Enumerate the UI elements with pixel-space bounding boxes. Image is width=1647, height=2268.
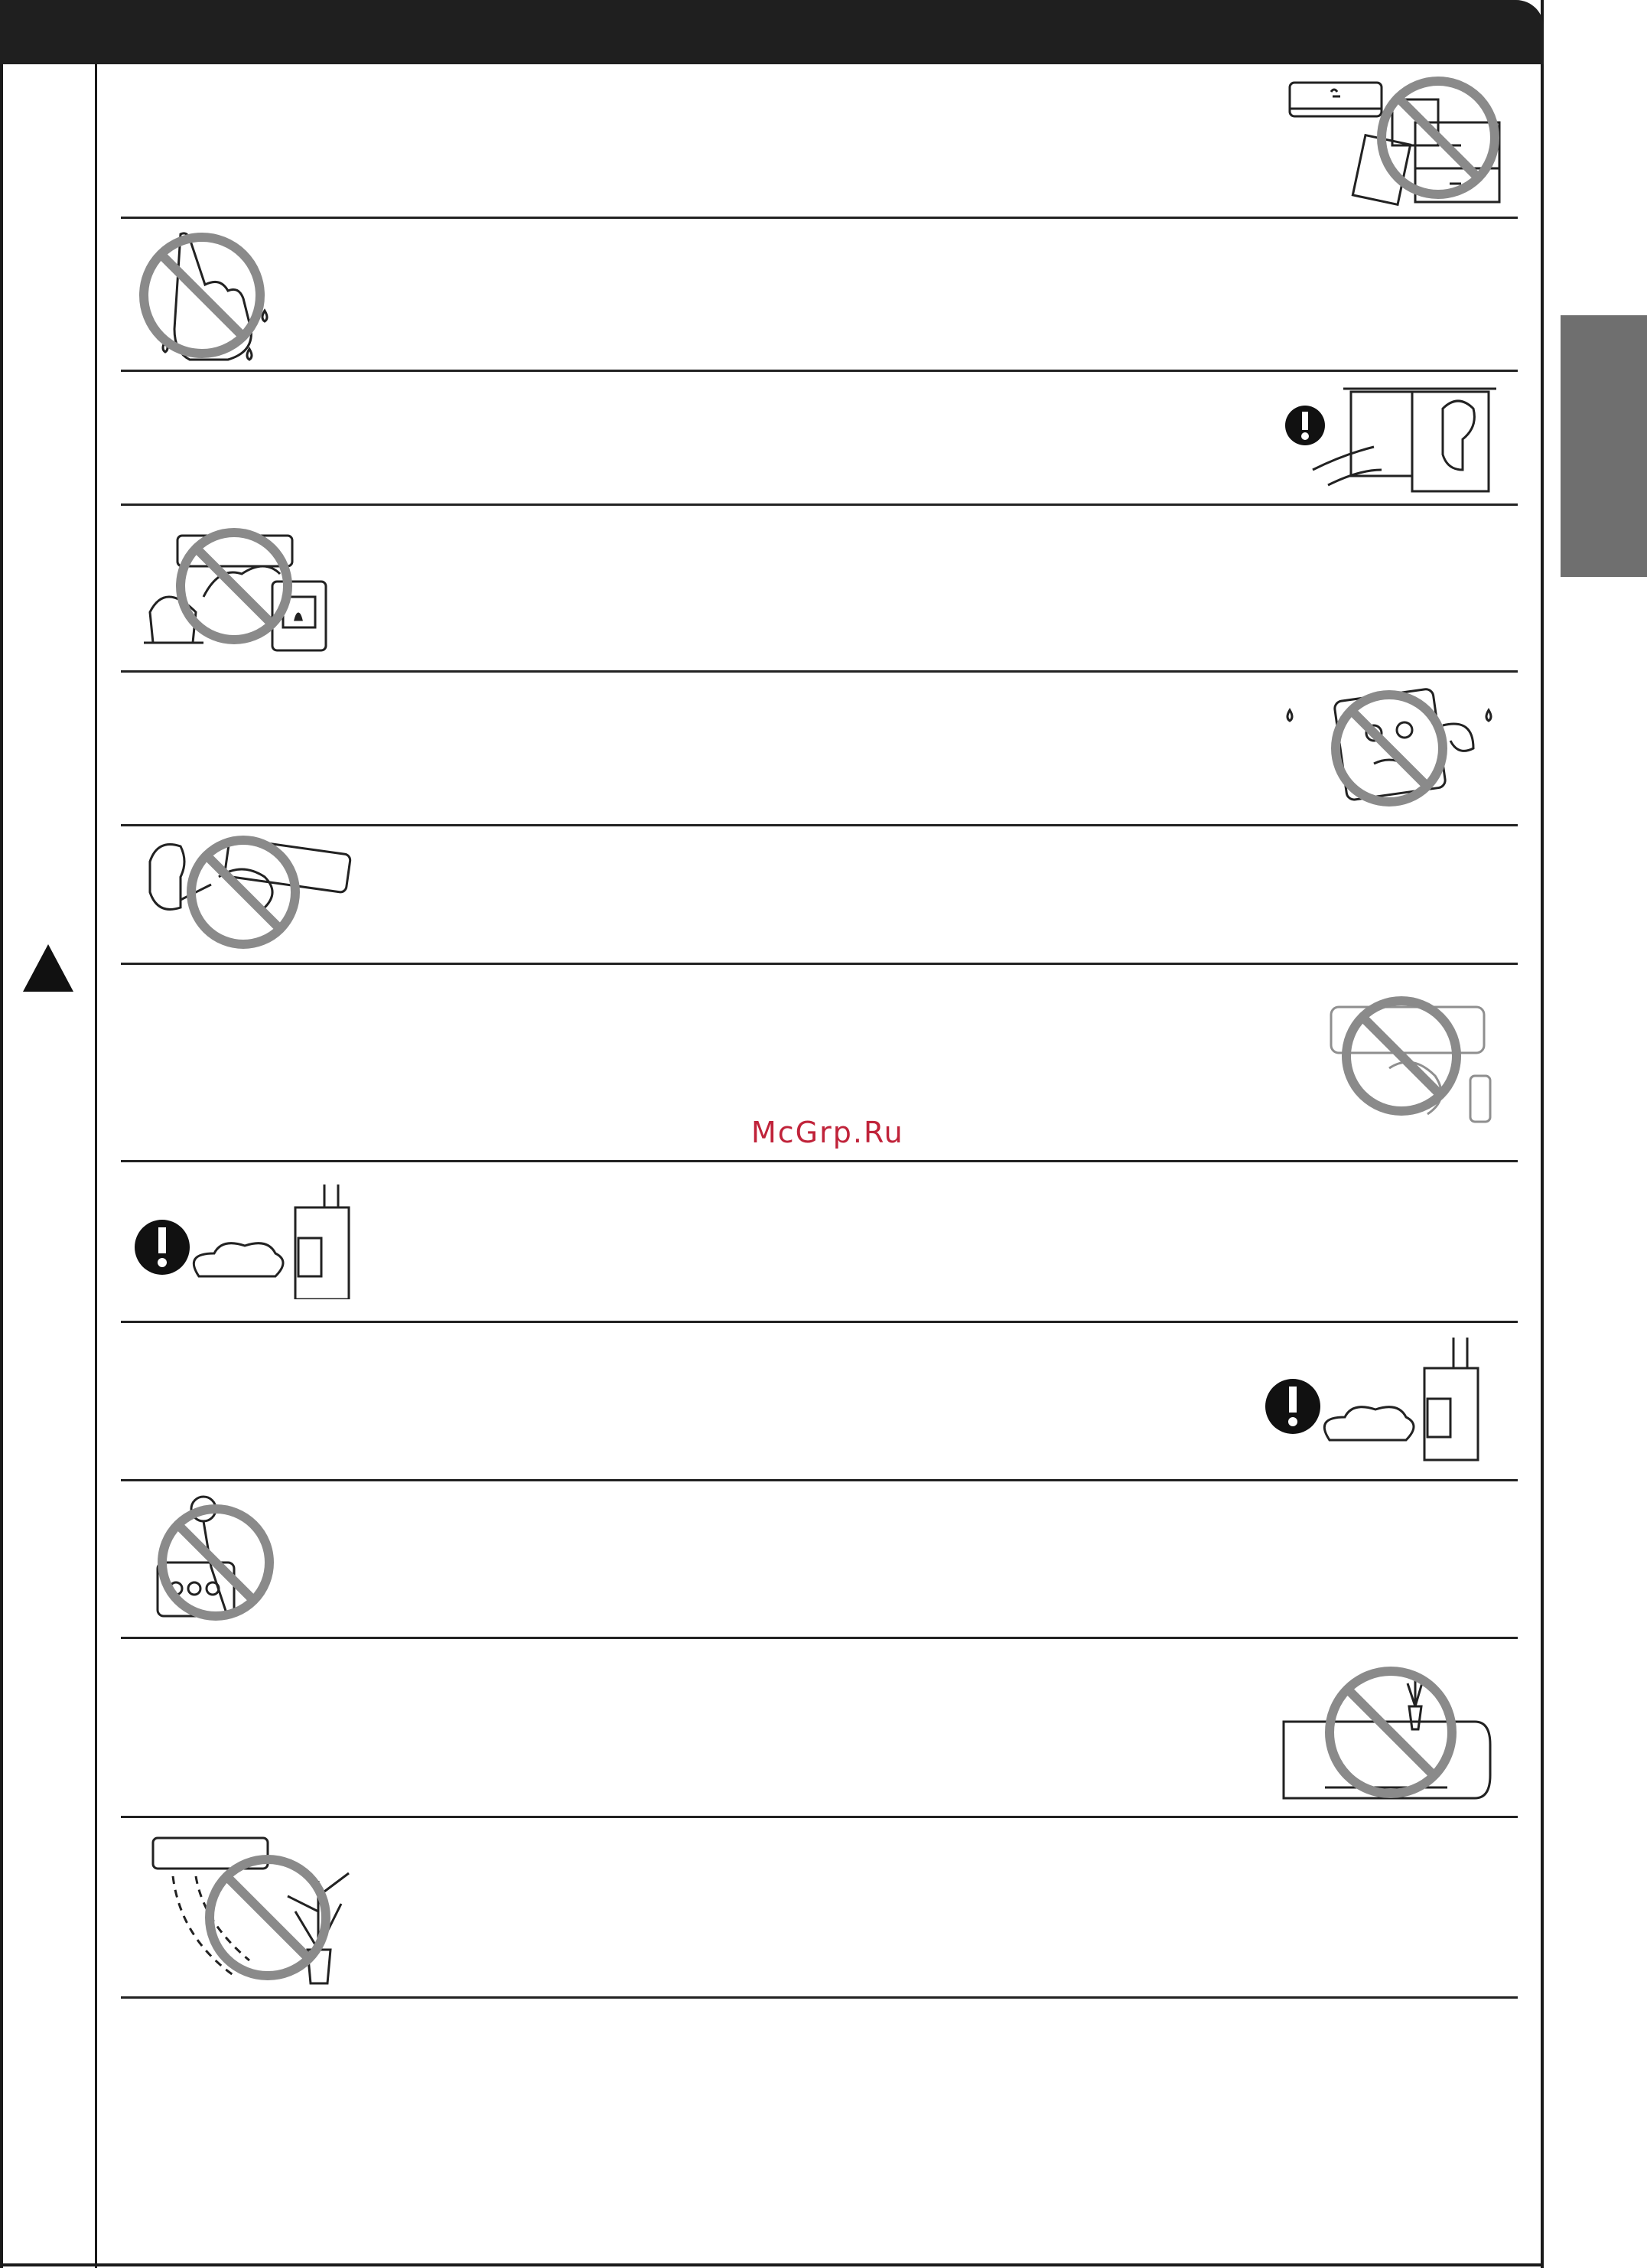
circuit-breaker-illustration [1253,1338,1498,1468]
water-spray-illustration [135,831,356,961]
row-divider [121,1479,1518,1481]
row-divider [121,1637,1518,1639]
ac-blocked-by-boxes-illustration [1285,69,1507,207]
object-on-unit-illustration [1279,1653,1493,1806]
page-bottom-rule [0,2263,1544,2266]
circuit-breaker-illustration [135,1185,364,1299]
airflow-on-plant-illustration [150,1835,387,1988]
unit-distress-illustration [1274,679,1512,817]
row-divider [121,1816,1518,1818]
wet-hand-illustration [135,226,288,364]
row-divider [121,1321,1518,1323]
row-divider [121,217,1518,219]
heat-source-illustration [135,528,356,658]
row-divider [121,370,1518,372]
row-divider [121,670,1518,673]
row-divider [121,1160,1518,1162]
climbing-on-unit-illustration [150,1494,288,1631]
watermark: McGrp.Ru [751,1116,904,1149]
spray-can-illustration [1320,992,1512,1129]
ventilate-window-illustration [1282,378,1504,500]
row-divider [121,1996,1518,1999]
row-divider [121,963,1518,965]
left-column-divider [95,64,97,2268]
row-divider [121,503,1518,506]
warning-triangle-icon [21,943,75,997]
side-chapter-tab [1561,315,1647,577]
row-divider [121,824,1518,826]
section-header-bar [0,0,1544,64]
